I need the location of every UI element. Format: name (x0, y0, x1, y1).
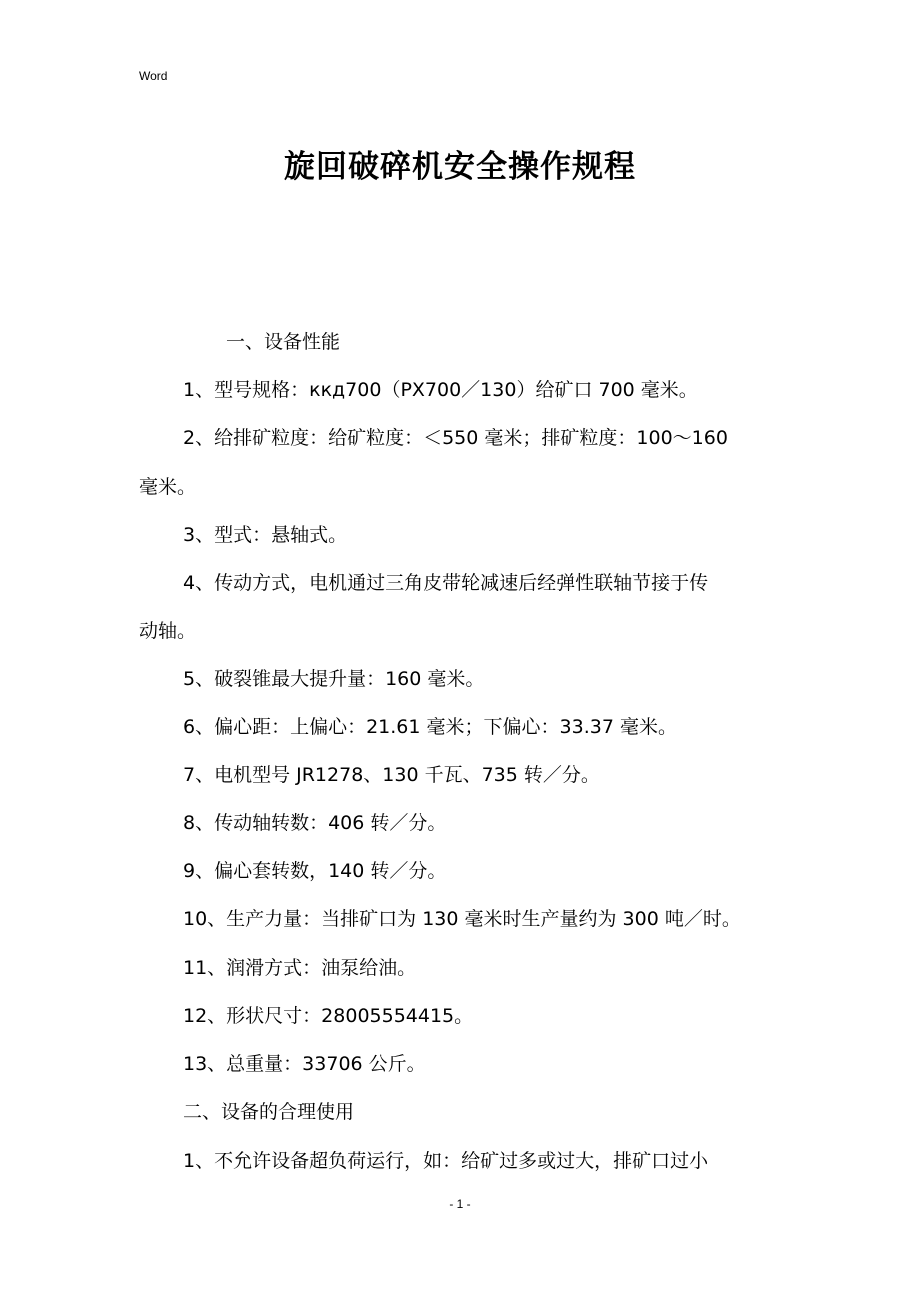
paragraph-line: 1、型号规格：ккд700（PX700／130）给矿口 700 毫米。 (183, 379, 698, 401)
section-heading-equipment-performance: 一、设备性能 (226, 331, 341, 353)
paragraph-line: 毫米。 (139, 476, 197, 498)
paragraph-line: 5、破裂锥最大提升量：160 毫米。 (183, 668, 485, 690)
paragraph-line: 1、不允许设备超负荷运行，如：给矿过多或过大，排矿口过小 (183, 1150, 709, 1172)
section-heading-proper-use: 二、设备的合理使用 (183, 1101, 355, 1123)
paragraph-line: 13、总重量：33706 公斤。 (183, 1053, 426, 1075)
document-title: 旋回破碎机安全操作规程 (284, 149, 636, 185)
paragraph-line: 2、给排矿粒度：给矿粒度：＜550 毫米；排矿粒度：100～160 (183, 427, 728, 449)
paragraph-line: 7、电机型号 JR1278、130 千瓦、735 转／分。 (183, 764, 600, 786)
header-label: Word (139, 69, 168, 83)
paragraph-line: 11、润滑方式：油泵给油。 (183, 957, 417, 979)
paragraph-line: 动轴。 (139, 620, 197, 642)
paragraph-line: 3、型式：悬轴式。 (183, 524, 348, 546)
page-number: - 1 - (449, 1197, 471, 1211)
paragraph-line: 10、生产力量：当排矿口为 130 毫米时生产量约为 300 吨／时。 (183, 908, 741, 930)
paragraph-line: 8、传动轴转数：406 转／分。 (183, 812, 447, 834)
paragraph-line: 9、偏心套转数，140 转／分。 (183, 860, 447, 882)
paragraph-line: 4、传动方式，电机通过三角皮带轮减速后经弹性联轴节接于传 (183, 572, 709, 594)
paragraph-line: 12、形状尺寸：28005554415。 (183, 1005, 474, 1027)
paragraph-line: 6、偏心距：上偏心：21.61 毫米；下偏心：33.37 毫米。 (183, 716, 677, 738)
